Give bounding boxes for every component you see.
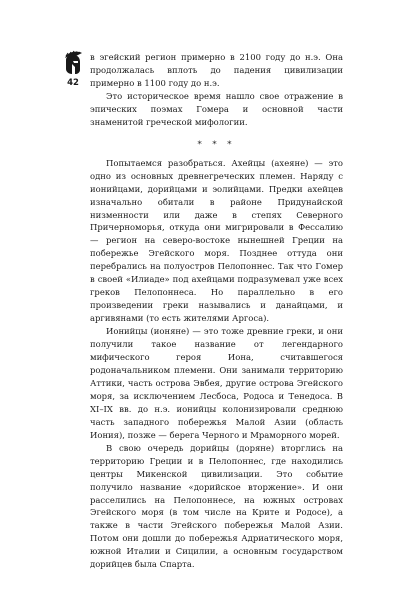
paragraph: Это историческое время нашло свое отражение в эпических поэмах Гомера и основной части знаменитой греческой мифологии. — [90, 90, 343, 127]
paragraph: Попытаемся разобраться. Ахейцы (ахеяне) — это одно из основных древнегреческих племен. Наряду с ионийцами, дорийцами и эолийцами. Предки ахейцев изначально обитали в районе Придунайской низменности или даже в степях Северного Причерноморья, откуда они мигрировали в Фессалию — регион на северо-востоке нынешней Греции на побережье Эгейского моря. Позднее оттуда они перебрались на полуостров Пелопоннес. Так что Гомер в своей «Илиаде» под ахейцами подразумевал уже всех греков Пелопоннеса. Но параллельно в его произведении греки назывались и данайцами, и аргивянами (то есть жителями Аргоса). — [90, 157, 343, 324]
paragraph-continued: в эгейский регион примерно в 2100 году до н.э. Она продолжалась вплоть до падения цивилизации примерно в 1100 году до н.э. — [90, 52, 343, 88]
spartan-helmet-icon — [58, 50, 88, 76]
page-margin-column — [58, 50, 88, 88]
page-body-text — [90, 51, 343, 571]
section-separator: * * * — [197, 138, 236, 149]
paragraph: Ионийцы (ионяне) — это тоже древние греки, и они получили такое название от легендарного мифического героя Иона, считавшегося родоначальником племени. Они занимали территорию Аттики, часть острова Эвбея, другие острова Эгейского моря, за исключением Лесбоса, Родоса и Тенедоса. В XI–IX вв. до н.э. ионийцы колонизировали среднюю часть западного побережья Малой Азии (область Иония), позже — берега Черного и Мраморного морей. — [90, 326, 343, 440]
page-number: 42 — [67, 78, 79, 88]
paragraph: В свою очередь дорийцы (доряне) вторглись на территорию Греции и в Пелопоннес, где находились центры Микенской цивилизации. Это событие получило название «дорийское вторжение». И они расселились на Пелопоннесе, на южных островах Эгейского моря (в том числе на Крите и Родосе), а также в части Эгейского побережья Малой Азии. Потом они дошли до побережья Адриатического моря, южной Италии и Сицилии, а основным государством дорийцев была Спарта. — [90, 442, 343, 570]
